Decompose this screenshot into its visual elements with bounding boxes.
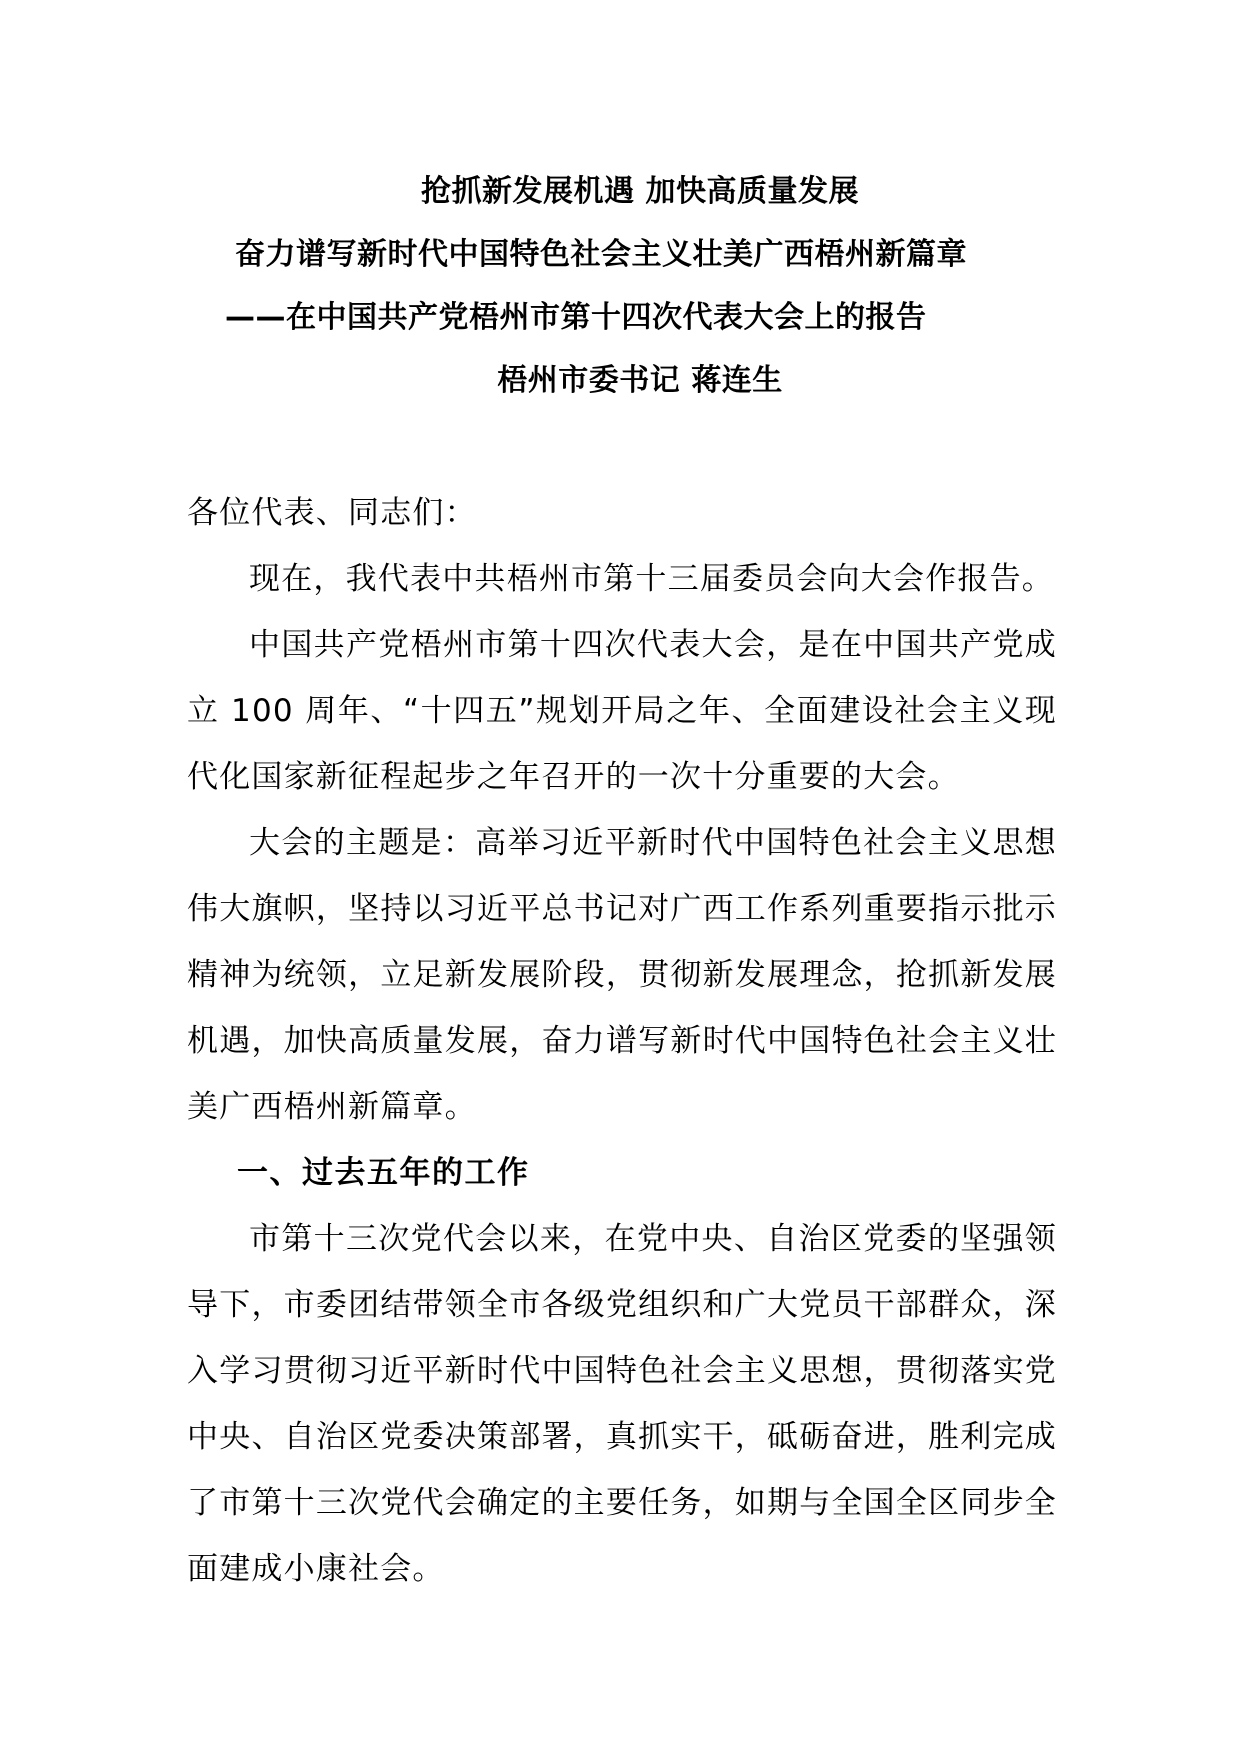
report-title-block <box>180 160 1060 412</box>
report-title-occasion: ——在中国共产党梧州市第十四次代表大会上的报告 <box>225 300 927 335</box>
section-heading: 一、过去五年的工作 <box>237 1155 530 1191</box>
report-author: 梧州市委书记 蒋连生 <box>497 363 783 398</box>
section-paragraph: 市第十三次党代会以来，在党中央、自治区党委的坚强领导下，市委团结带领全市各级党组织和广大党员干部群众，深入学习贯彻习近平新时代中国特色社会主义思想，贯彻落实党中央、自治区党委决策部署，真抓实干，砥砺奋进，胜利完成了市第十三次党代会确定的主要任务，如期与全国全区同步全面建成小康社会。 <box>187 1221 1057 1587</box>
paragraph-1: 现在，我代表中共梧州市第十三届委员会向大会作报告。 <box>249 561 1054 597</box>
salutation: 各位代表、同志们： <box>187 495 477 531</box>
report-body <box>187 480 1057 1602</box>
report-title-main: 抢抓新发展机遇 加快高质量发展 <box>421 174 859 209</box>
paragraph-3: 大会的主题是：高举习近平新时代中国特色社会主义思想伟大旗帜，坚持以习近平总书记对广西工作系列重要指示批示精神为统领，立足新发展阶段，贯彻新发展理念，抢抓新发展机遇，加快高质量发展，奋力谱写新时代中国特色社会主义壮美广西梧州新篇章。 <box>187 825 1057 1125</box>
paragraph-2: 中国共产党梧州市第十四次代表大会，是在中国共产党成立 100 周年、“十四五”规划开局之年、全面建设社会主义现代化国家新征程起步之年召开的一次十分重要的大会。 <box>187 627 1057 795</box>
report-title-subtitle: 奋力谱写新时代中国特色社会主义壮美广西梧州新篇章 <box>235 237 967 272</box>
